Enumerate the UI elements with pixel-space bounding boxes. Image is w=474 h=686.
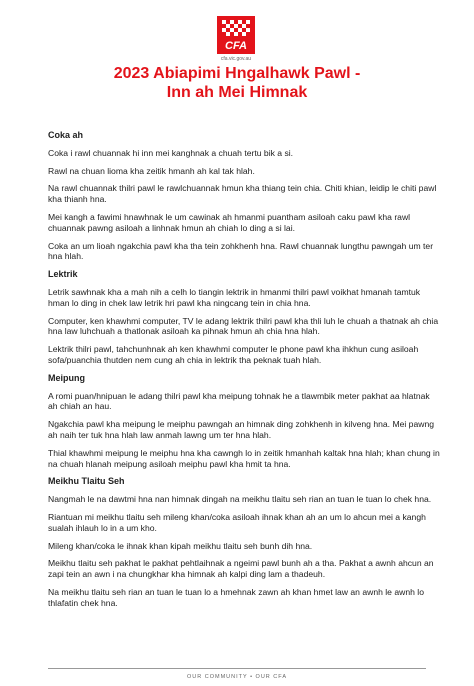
document-body: [48, 130, 440, 616]
paragraph: Na meikhu tlaitu seh rian an tuan le tuan lo a hmehnak zawn ah khan hmet law an awnh le awnh lo thlafatin chek hna.: [48, 586, 424, 608]
section-heading: Lektrik: [48, 269, 78, 280]
paragraph: Meikhu tlaitu seh pakhat le pakhat pehtlaihnak a ngeimi pawl bunh ah a tha. Pakhat a awnh ahcun an zapi tein an awn i na chungkhar kha himnak ah kalpi ding lam a thadeuh.: [48, 558, 434, 580]
paragraph: Letrik sawhnak kha a mah nih a celh lo tiangin lektrik in hmanmi thilri pawl voikhat hmanah tamtuk hman lo ding in chek law letrik hri pawl kha ningcang tein in chia hna.: [48, 286, 421, 308]
title-line-2: Inn ah Mei Himnak: [166, 84, 308, 101]
paragraph: Lektrik thilri pawl, tahchunhnak ah ken khawhmi computer le phone pawl kha ihkhun cung asiloah sofa/puanchia thutden nem cung ah chia in lektrik tha peknak tuah hlah.: [48, 344, 419, 365]
section-meipung: [48, 373, 440, 470]
section-coka: [48, 130, 440, 262]
paragraph: Rawl na chuan lioma kha zeitik hmanh ah kal tak hlah.: [48, 165, 255, 176]
title-line-1: 2023 Abiapimi Hngalhawk Pawl -: [113, 65, 361, 82]
footer-divider: [48, 668, 426, 669]
paragraph: A romi puan/hnipuan le adang thilri pawl kha meipung tohnak he a tlawmbik meter pakhat aa hlatnak ah chiah an hau.: [48, 390, 430, 412]
footer-tagline: OUR COMMUNITY • OUR CFA: [187, 674, 287, 680]
paragraph: Computer, ken khawhmi computer, TV le adang lektrik thilri pawl kha thli luh le chuah a thatnak ah chia hna law luhchuah a thatlonak asiloah ka pihnak hmun ah chia hna hlah.: [48, 315, 439, 337]
section-heading: Meikhu Tlaitu Seh: [48, 476, 125, 487]
paragraph: Mei kangh a fawimi hnawhnak le um cawinak ah hmanmi puantham asiloah caku pawl kha rawl chuannak pawng asiloah a linhnak hmun ah chiah lo ding a si lai.: [48, 211, 411, 233]
section-meikhu-tlaitu-seh: [48, 476, 440, 608]
page-title: [30, 64, 444, 102]
paragraph: Mileng khan/coka le ihnak khan kipah meikhu tlaitu seh bunh dih hna.: [48, 540, 313, 551]
section-heading: Coka ah: [48, 130, 84, 140]
paragraph: Coka i rawl chuannak hi inn mei kanghnak a chuah tertu bik a si.: [48, 147, 294, 158]
paragraph: Ngakchia pawl kha meipung le meiphu pawngah an himnak ding zohkhenh in kilveng hna. Mei pawng ah naih ter tuk hna hlah law anmah lawng um ter hna hlah.: [48, 419, 435, 440]
logo-text: CFA: [225, 40, 247, 52]
cfa-logo: [217, 16, 255, 54]
section-lektrik: [48, 269, 440, 366]
paragraph: Coka an um lioah ngakchia pawl kha tha tein zohkhenh hna. Rawl chuannak lungthu pawngah um ter hna hlah.: [48, 240, 434, 262]
paragraph: Riantuan mi meikhu tlaitu seh mileng khan/coka asiloah ihnak khan ah an um lo ahcun mei a kangh sualah ihlauh lo in a um kho.: [48, 511, 426, 533]
logo-url: cfa.vic.gov.au: [220, 56, 252, 62]
paragraph: Thial khawhmi meipung le meiphu hna kha cawngh lo in zeitik hmanhah kaltak hna hlah; khan chung in na chuah hlanah meipung asiloah meiphu pawl kha hmit ta hna.: [48, 447, 440, 469]
paragraph: Na rawl chuannak thilri pawl le rawlchuannak hmun kha thiang tein chia. Chiti khian, leidip le chiti pawl kha thianh hna.: [48, 183, 437, 205]
section-heading: Meipung: [48, 372, 85, 383]
paragraph: Nangmah le na dawtmi hna nan himnak dingah na meikhu tlaitu seh rian an tuan le tuan lo chek hna.: [48, 494, 432, 505]
